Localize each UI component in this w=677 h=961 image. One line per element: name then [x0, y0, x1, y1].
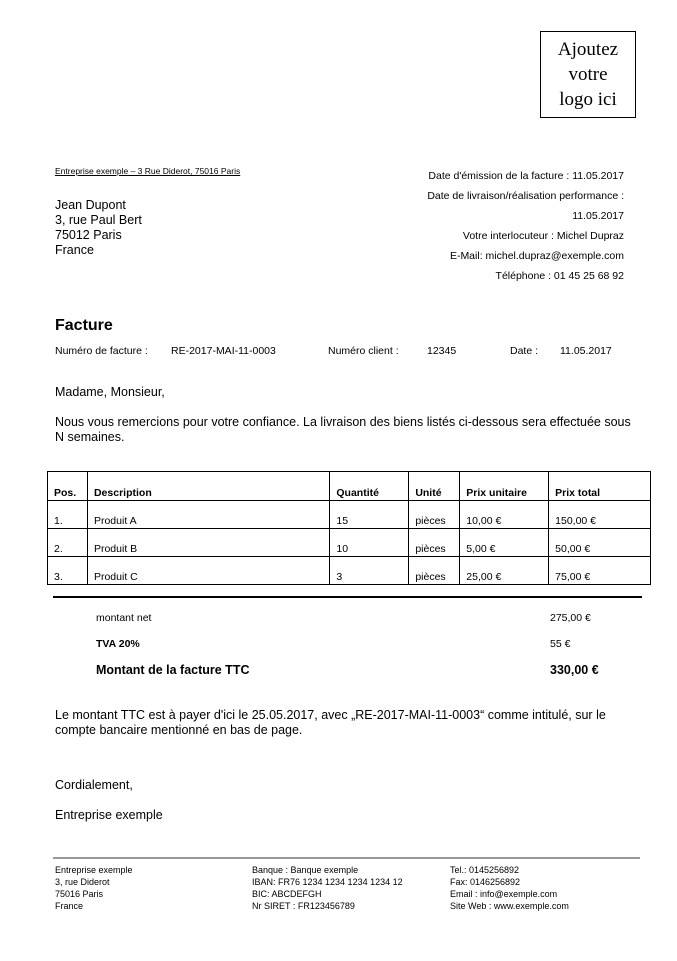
- tva-label: TVA 20%: [96, 638, 140, 650]
- page-title: Facture: [55, 317, 113, 334]
- cell-total-price: 50,00 €: [549, 529, 651, 557]
- cell-description: Produit A: [87, 501, 329, 529]
- cell-pos: 3.: [48, 557, 88, 585]
- total-ttc-value: 330,00 €: [550, 663, 599, 677]
- contact-email: E-Mail: michel.dupraz@exemple.com: [449, 250, 624, 262]
- recipient-name: Jean Dupont: [55, 198, 126, 212]
- net-amount-value: 275,00 €: [550, 612, 591, 624]
- footer-bank: [252, 864, 403, 912]
- cell-pos: 1.: [48, 501, 88, 529]
- footer-divider: [53, 857, 640, 859]
- table-row: [48, 529, 651, 557]
- sender-address-line: Entreprise exemple – 3 Rue Diderot, 75016 Paris: [55, 166, 241, 176]
- logo-line: Ajoutez: [557, 39, 619, 60]
- cell-unit-price: 10,00 €: [460, 501, 549, 529]
- footer-company: [55, 864, 133, 912]
- cell-unit: pièces: [409, 529, 460, 557]
- footer-text: France: [55, 901, 84, 911]
- total-ttc-label: Montant de la facture TTC: [96, 663, 250, 677]
- footer-text: Nr SIRET : FR123456789: [252, 901, 355, 911]
- recipient-address: [55, 198, 142, 258]
- recipient-country: France: [55, 243, 94, 257]
- cell-quantity: 15: [330, 501, 409, 529]
- cell-total-price: 75,00 €: [549, 557, 651, 585]
- cell-quantity: 3: [330, 557, 409, 585]
- cell-unit: pièces: [409, 501, 460, 529]
- totals-divider: [53, 596, 642, 598]
- cell-quantity: 10: [330, 529, 409, 557]
- col-header-pos: Pos.: [48, 472, 88, 501]
- col-header-total-price: Prix total: [549, 472, 651, 501]
- intro-text-line: Nous vous remercions pour votre confiance. La livraison des biens listés ci-dessous sera effectuée sous: [55, 415, 631, 429]
- col-header-quantity: Quantité: [330, 472, 409, 501]
- logo-line: logo ici: [559, 89, 617, 110]
- invoice-meta: [427, 166, 624, 286]
- footer-text: Fax: 0146256892: [450, 877, 521, 887]
- contact-phone: Téléphone : 01 45 25 68 92: [495, 270, 624, 282]
- date-label: Date :: [510, 345, 539, 357]
- cell-pos: 2.: [48, 529, 88, 557]
- delivery-date-label: Date de livraison/réalisation performance :: [427, 190, 624, 202]
- col-header-description: Description: [87, 472, 329, 501]
- cell-total-price: 150,00 €: [549, 501, 651, 529]
- cell-description: Produit C: [87, 557, 329, 585]
- col-header-unit-price: Prix unitaire: [460, 472, 549, 501]
- client-number-label: Numéro client :: [328, 345, 399, 357]
- footer-text: Email : info@exemple.com: [450, 889, 558, 899]
- tva-value: 55 €: [550, 638, 571, 650]
- footer-text: Entreprise exemple: [55, 865, 133, 875]
- footer-contact: [450, 864, 569, 912]
- footer-text: IBAN: FR76 1234 1234 1234 1234 12: [252, 877, 403, 887]
- contact-person: Votre interlocuteur : Michel Dupraz: [462, 230, 624, 242]
- recipient-street: 3, rue Paul Bert: [55, 213, 142, 227]
- table-header-row: [48, 472, 651, 501]
- signature: Entreprise exemple: [55, 808, 163, 822]
- table-row: [48, 557, 651, 585]
- invoice-number-label: Numéro de facture :: [55, 345, 148, 357]
- table-row: [48, 501, 651, 529]
- greeting: Madame, Monsieur,: [55, 385, 165, 399]
- logo-line: votre: [568, 64, 608, 85]
- payment-terms-line: Le montant TTC est à payer d'ici le 25.05.2017, avec „RE-2017-MAI-11-0003“ comme intitulé, sur le: [55, 708, 606, 722]
- invoice-number-value: RE-2017-MAI-11-0003: [171, 345, 276, 357]
- footer-text: Tel.: 0145256892: [450, 865, 520, 875]
- closing: Cordialement,: [55, 778, 133, 792]
- cell-description: Produit B: [87, 529, 329, 557]
- client-number-value: 12345: [427, 345, 457, 357]
- footer-text: 75016 Paris: [55, 889, 104, 899]
- net-amount-label: montant net: [96, 612, 152, 624]
- footer-text: Banque : Banque exemple: [252, 865, 359, 875]
- col-header-unit: Unité: [409, 472, 460, 501]
- payment-terms-line: compte bancaire mentionné en bas de page.: [55, 723, 303, 737]
- cell-unit-price: 25,00 €: [460, 557, 549, 585]
- logo-placeholder: [540, 31, 636, 118]
- footer-text: BIC: ABCDEFGH: [252, 889, 322, 899]
- delivery-date: 11.05.2017: [572, 210, 624, 222]
- footer-text: Site Web : www.exemple.com: [450, 901, 569, 911]
- date-value: 11.05.2017: [560, 345, 612, 357]
- footer-text: 3, rue Diderot: [55, 877, 110, 887]
- recipient-city: 75012 Paris: [55, 228, 122, 242]
- issue-date: Date d'émission de la facture : 11.05.2017: [428, 170, 624, 182]
- intro-text-line: N semaines.: [55, 430, 125, 444]
- items-table: [47, 471, 651, 585]
- cell-unit-price: 5,00 €: [460, 529, 549, 557]
- cell-unit: pièces: [409, 557, 460, 585]
